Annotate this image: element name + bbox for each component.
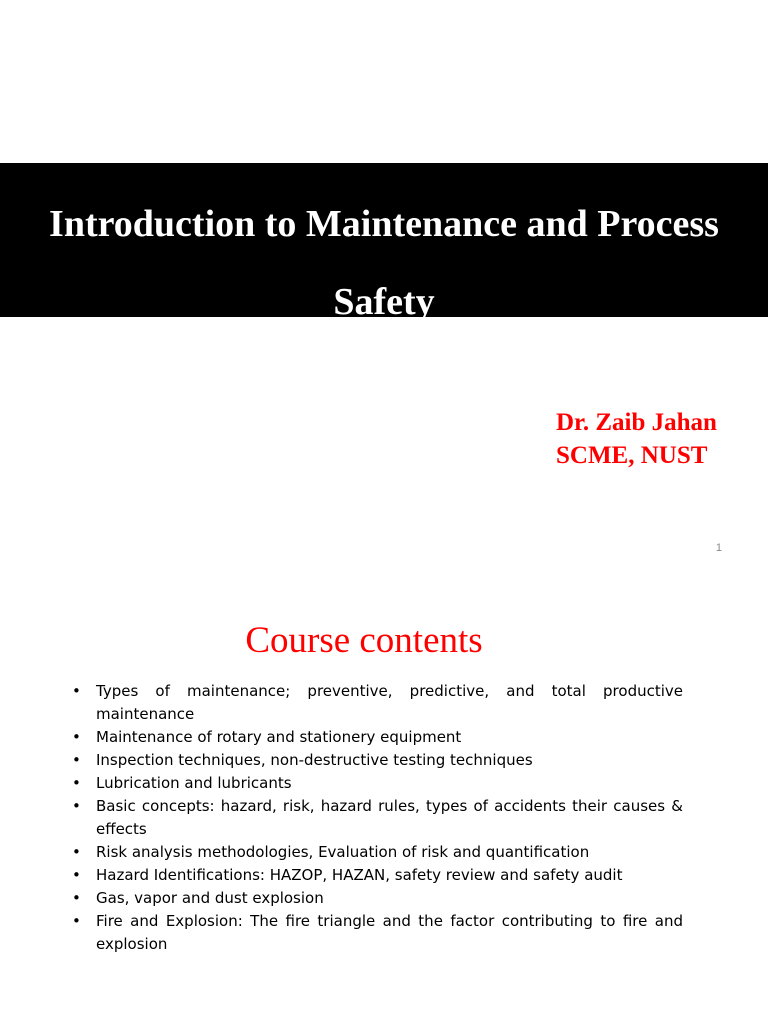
list-item: [72, 726, 683, 749]
list-item-text: Risk analysis methodologies, Evaluation of risk and quantification: [96, 843, 590, 861]
bullet-icon: •: [72, 774, 81, 792]
author-affiliation: SCME, NUST: [556, 442, 708, 469]
bullet-icon: •: [72, 843, 81, 861]
list-item: [72, 887, 683, 910]
list-item-text: Hazard Identifications: HAZOP, HAZAN, safety review and safety audit: [96, 866, 623, 884]
list-item: [72, 795, 683, 841]
author-block: [556, 406, 717, 472]
list-item-text: Gas, vapor and dust explosion: [96, 889, 324, 907]
bullet-icon: •: [72, 797, 81, 815]
list-item-text: Maintenance of rotary and stationery equipment: [96, 728, 462, 746]
list-item-text: Inspection techniques, non-destructive testing techniques: [96, 751, 533, 769]
list-item: [72, 910, 683, 956]
list-item-text: Fire and Explosion: The fire triangle and the factor contributing to fire and explosion: [96, 912, 683, 953]
bullet-icon: •: [72, 728, 81, 746]
bullet-icon: •: [72, 866, 81, 884]
course-contents-slide: [0, 576, 768, 1024]
list-item: [72, 841, 683, 864]
course-contents-list: [72, 680, 683, 956]
bullet-icon: •: [72, 682, 81, 700]
list-item: [72, 749, 683, 772]
bullet-icon: •: [72, 889, 81, 907]
slide-title: Introduction to Maintenance and Process Safety: [49, 203, 719, 323]
bullet-icon: •: [72, 912, 81, 930]
list-item-text: Lubrication and lubricants: [96, 774, 292, 792]
list-item: [72, 680, 683, 726]
bullet-icon: •: [72, 751, 81, 769]
list-item-text: Types of maintenance; preventive, predictive, and total productive maintenance: [96, 682, 683, 723]
list-item-text: Basic concepts: hazard, risk, hazard rules, types of accidents their causes & effects: [96, 797, 683, 838]
author-name: Dr. Zaib Jahan: [556, 409, 717, 436]
list-item: [72, 864, 683, 887]
list-item: [72, 772, 683, 795]
slide-number: 1: [715, 542, 722, 554]
course-contents-heading: Course contents: [245, 620, 483, 661]
